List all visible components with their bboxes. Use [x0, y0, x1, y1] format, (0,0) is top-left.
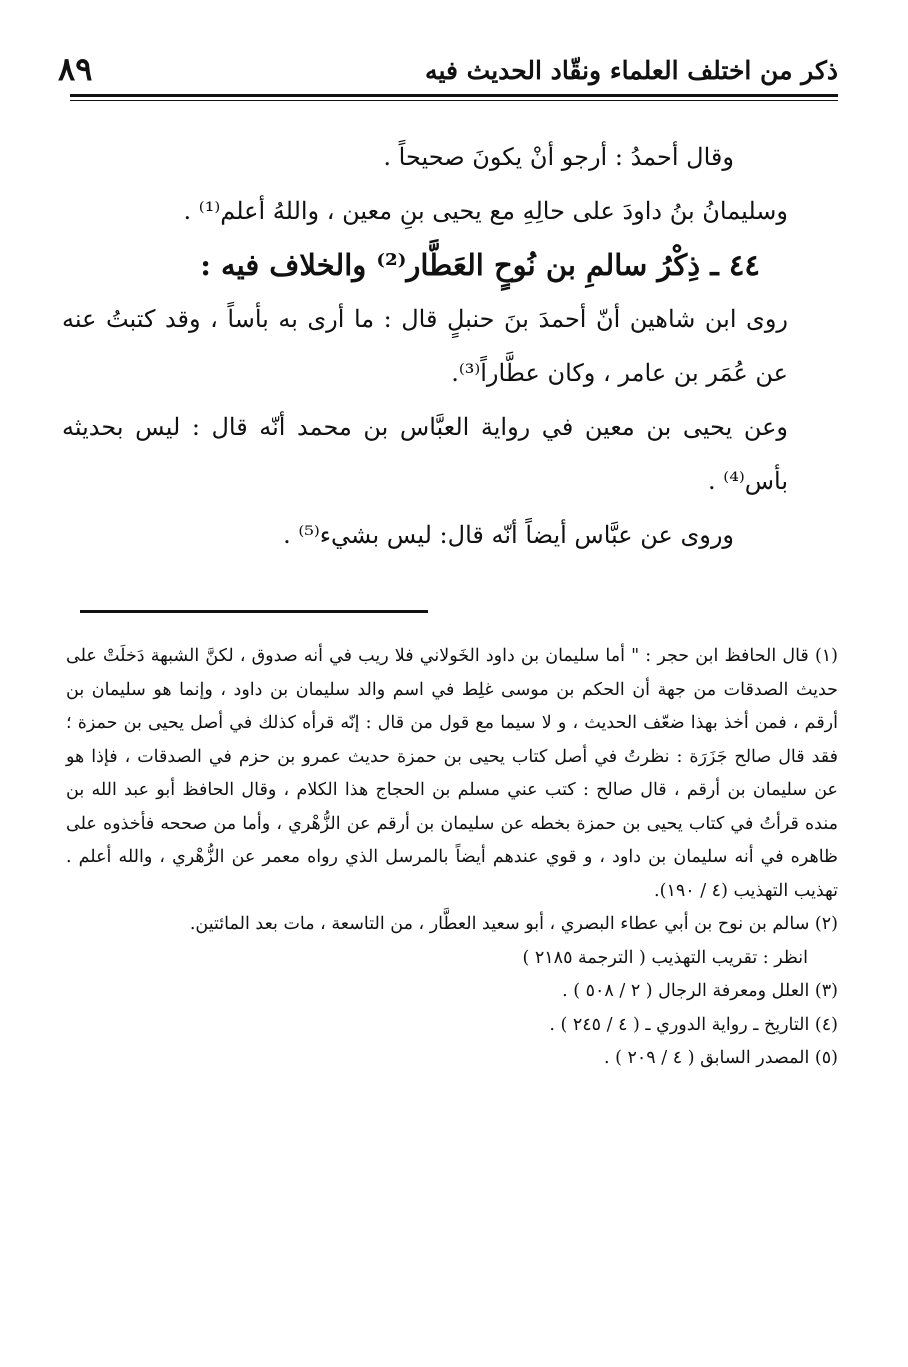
paragraph: وروى عن عبَّاس أيضاً أنّه قال: ليس بشيء⁽⁵⁾ . — [283, 521, 734, 549]
footnote: (٥) المصدر السابق ( ٤ / ٢٠٩ ) . — [603, 1048, 838, 1068]
main-text — [62, 130, 830, 562]
page-number: ٨٩ — [58, 50, 93, 88]
footnote: (٣) العلل ومعرفة الرجال ( ٢ / ٥٠٨ ) . — [562, 981, 838, 1001]
header-rule — [70, 94, 838, 97]
footnote: (٤) التاريخ ـ رواية الدوري ـ ( ٤ / ٢٤٥ ) . — [549, 1014, 838, 1035]
footnote-divider — [80, 610, 428, 613]
footnote-continuation: انظر : تقريب التهذيب ( الترجمة ٢١٨٥ ) — [522, 947, 808, 968]
paragraph: وقال أحمدُ : أرجو أنْ يكونَ صحيحاً . — [383, 143, 734, 171]
running-title: ذكر من اختلف العلماء ونقّاد الحديث فيه — [425, 56, 838, 85]
paragraph: روى ابن شاهين أنّ أحمدَ بنَ حنبلٍ قال : ما أرى به بأساً ، وقد كتبتُ عنه عن عُمَر بن عامر ، وكان عطَّاراً⁽³⁾. — [62, 305, 788, 387]
footnote: (٢) سالم بن نوح بن أبي عطاء البصري ، أبو سعيد العطَّار ، من التاسعة ، مات بعد المائتين. — [189, 914, 838, 934]
page-header — [58, 50, 838, 92]
header-rule-thin — [70, 100, 838, 101]
section-heading: ٤٤ ـ ذِكْرُ سالمِ بن نُوحٍ العَطَّار⁽²⁾ والخلاف فيه : — [200, 248, 760, 282]
paragraph: وسليمانُ بنُ داودَ على حالِهِ مع يحيى بنِ معين ، واللهُ أعلم⁽¹⁾ . — [183, 197, 788, 225]
footnotes — [66, 640, 838, 1076]
paragraph: وعن يحيى بن معين في رواية العبَّاس بن محمد أنّه قال : ليس بحديثه بأس⁽⁴⁾ . — [62, 413, 789, 495]
footnote: (١) قال الحافظ ابن حجر : " أما سليمان بن داود الخَولاني فلا ريب في أنه صدوق ، لكنَّ الشبهة دَخلَتْ على حديث الصدقات من جهة أن الحكم بن موسى غلِط في اسم والد سليمان بن داود ، وإنما هو سليمان بن أرقم ، فمن أخذ بهذا ضعّف الحديث ، و لا سيما مع قول من قال : إنّه قرأه كذلك في أصل يحيى بن حمزة ؛ فقد قال صالح جَزَرَة : نظرتُ في أصل كتاب يحيى بن حمزة حديث عمرو بن حزم في الصدقات ، فإذا هو عن سليمان بن أرقم ، قال صالح : كتب عني مسلم بن الحجاج هذا الكلام ، وقال الحافظ أبو عبد الله بن منده قرأتُ في كتاب يحيى بن حمزة بخطه عن سليمان بن أرقم عن الزُّهْري ، وأما من صححه فأخذوه على ظاهره في أنه سليمان بن داود ، و قوي عندهم أيضاً بالمرسل الذي رواه معمر عن الزُّهْري ، والله أعلم . تهذيب التهذيب (٤ / ١٩٠). — [66, 646, 838, 901]
